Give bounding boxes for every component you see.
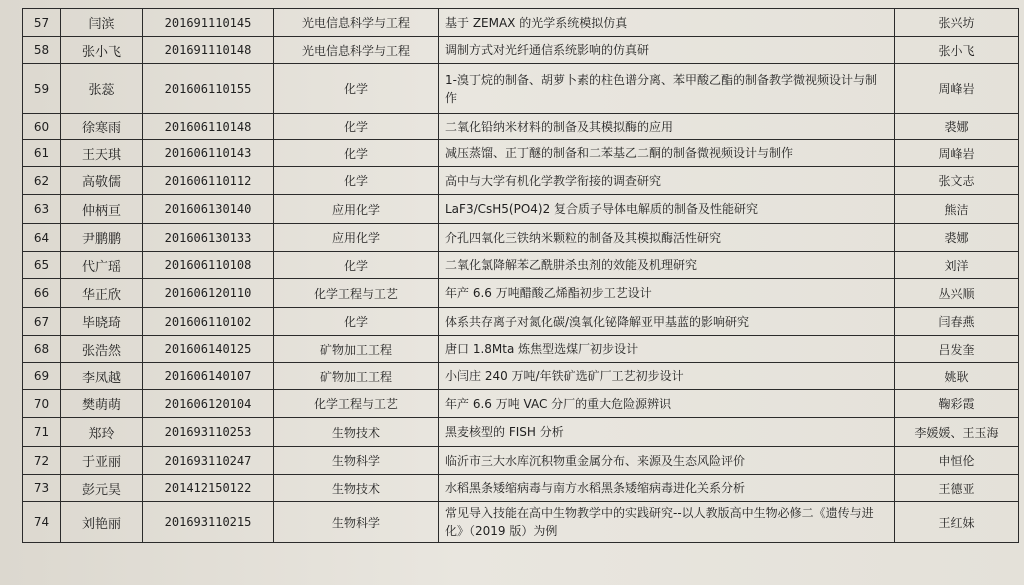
table-row — [23, 279, 1019, 308]
advisor-name: 周峰岩 — [895, 64, 1019, 114]
row-number: 63 — [23, 195, 61, 224]
major: 应用化学 — [274, 224, 439, 252]
student-name: 于亚丽 — [61, 447, 143, 475]
student-name: 樊萌萌 — [61, 390, 143, 418]
student-name: 闫滨 — [61, 9, 143, 37]
student-name: 刘艳丽 — [61, 502, 143, 543]
student-id: 201693110253 — [143, 418, 274, 447]
advisor-name: 周峰岩 — [895, 140, 1019, 167]
major: 化学 — [274, 167, 439, 195]
student-name: 尹鹏鹏 — [61, 224, 143, 252]
student-name: 华正欣 — [61, 279, 143, 308]
student-id: 201606130133 — [143, 224, 274, 252]
row-number: 61 — [23, 140, 61, 167]
thesis-title: LaF3/CsH5(PO4)2 复合质子导体电解质的制备及性能研究 — [439, 195, 895, 224]
thesis-title: 体系共存离子对氮化碳/溴氧化铋降解亚甲基蓝的影响研究 — [439, 308, 895, 336]
major: 化学工程与工艺 — [274, 279, 439, 308]
advisor-name: 姚耿 — [895, 363, 1019, 390]
table-row — [23, 308, 1019, 336]
student-id: 201606110108 — [143, 252, 274, 279]
student-id: 201693110215 — [143, 502, 274, 543]
student-id: 201606140125 — [143, 336, 274, 363]
thesis-title: 调制方式对光纤通信系统影响的仿真研 — [439, 37, 895, 64]
student-id: 201693110247 — [143, 447, 274, 475]
thesis-title: 水稻黑条矮缩病毒与南方水稻黑条矮缩病毒进化关系分析 — [439, 475, 895, 502]
table-row — [23, 114, 1019, 140]
student-id: 201606110155 — [143, 64, 274, 114]
thesis-list-table — [22, 8, 1019, 543]
advisor-name: 申恒伦 — [895, 447, 1019, 475]
student-name: 郑玲 — [61, 418, 143, 447]
student-name: 王天琪 — [61, 140, 143, 167]
table-row — [23, 37, 1019, 64]
thesis-title: 介孔四氧化三铁纳米颗粒的制备及其模拟酶活性研究 — [439, 224, 895, 252]
row-number: 74 — [23, 502, 61, 543]
advisor-name: 丛兴顺 — [895, 279, 1019, 308]
table-row — [23, 64, 1019, 114]
advisor-name: 裘娜 — [895, 224, 1019, 252]
major: 光电信息科学与工程 — [274, 37, 439, 64]
student-id: 201606120104 — [143, 390, 274, 418]
major: 化学 — [274, 252, 439, 279]
row-number: 73 — [23, 475, 61, 502]
thesis-title: 黑麦核型的 FISH 分析 — [439, 418, 895, 447]
major: 化学 — [274, 308, 439, 336]
thesis-title: 临沂市三大水库沉积物重金属分布、来源及生态风险评价 — [439, 447, 895, 475]
student-id: 201412150122 — [143, 475, 274, 502]
advisor-name: 刘洋 — [895, 252, 1019, 279]
table-row — [23, 475, 1019, 502]
thesis-title: 减压蒸馏、正丁醚的制备和二苯基乙二酮的制备微视频设计与制作 — [439, 140, 895, 167]
major: 生物技术 — [274, 475, 439, 502]
major: 化学工程与工艺 — [274, 390, 439, 418]
thesis-title: 唐口 1.8Mta 炼焦型选煤厂初步设计 — [439, 336, 895, 363]
row-number: 71 — [23, 418, 61, 447]
advisor-name: 裘娜 — [895, 114, 1019, 140]
student-name: 毕晓琦 — [61, 308, 143, 336]
student-name: 李凤越 — [61, 363, 143, 390]
table-row — [23, 9, 1019, 37]
major: 生物科学 — [274, 502, 439, 543]
table-body — [23, 9, 1019, 543]
thesis-title: 常见导入技能在高中生物教学中的实践研究--以人教版高中生物必修二《遗传与进化》（2019 版）为例 — [439, 502, 895, 543]
major: 化学 — [274, 64, 439, 114]
student-name: 彭元昊 — [61, 475, 143, 502]
major: 应用化学 — [274, 195, 439, 224]
table-row — [23, 336, 1019, 363]
advisor-name: 张文志 — [895, 167, 1019, 195]
student-id: 201606110148 — [143, 114, 274, 140]
table-row — [23, 502, 1019, 543]
advisor-name: 闫春燕 — [895, 308, 1019, 336]
table-row — [23, 447, 1019, 475]
row-number: 57 — [23, 9, 61, 37]
advisor-name: 熊洁 — [895, 195, 1019, 224]
thesis-title: 二氧化铅纳米材料的制备及其模拟酶的应用 — [439, 114, 895, 140]
student-name: 张蕊 — [61, 64, 143, 114]
student-name: 张小飞 — [61, 37, 143, 64]
major: 化学 — [274, 140, 439, 167]
advisor-name: 吕发奎 — [895, 336, 1019, 363]
row-number: 70 — [23, 390, 61, 418]
student-name: 代广瑶 — [61, 252, 143, 279]
student-id: 201691110148 — [143, 37, 274, 64]
thesis-title: 高中与大学有机化学教学衔接的调查研究 — [439, 167, 895, 195]
student-id: 201606120110 — [143, 279, 274, 308]
advisor-name: 张小飞 — [895, 37, 1019, 64]
major: 矿物加工工程 — [274, 336, 439, 363]
student-id: 201606130140 — [143, 195, 274, 224]
row-number: 58 — [23, 37, 61, 64]
advisor-name: 李媛媛、王玉海 — [895, 418, 1019, 447]
thesis-title: 基于 ZEMAX 的光学系统模拟仿真 — [439, 9, 895, 37]
student-name: 仲柄亘 — [61, 195, 143, 224]
major: 光电信息科学与工程 — [274, 9, 439, 37]
advisor-name: 王红妹 — [895, 502, 1019, 543]
table-row — [23, 140, 1019, 167]
row-number: 65 — [23, 252, 61, 279]
student-id: 201606140107 — [143, 363, 274, 390]
table-row — [23, 390, 1019, 418]
major: 化学 — [274, 114, 439, 140]
student-id: 201606110102 — [143, 308, 274, 336]
row-number: 72 — [23, 447, 61, 475]
student-id: 201606110143 — [143, 140, 274, 167]
thesis-title: 1-溴丁烷的制备、胡萝卜素的柱色谱分离、苯甲酸乙酯的制备教学微视频设计与制作 — [439, 64, 895, 114]
student-id: 201691110145 — [143, 9, 274, 37]
row-number: 62 — [23, 167, 61, 195]
student-name: 徐寒雨 — [61, 114, 143, 140]
student-name: 张浩然 — [61, 336, 143, 363]
student-name: 高敬儒 — [61, 167, 143, 195]
row-number: 67 — [23, 308, 61, 336]
thesis-title: 小闫庄 240 万吨/年铁矿选矿厂工艺初步设计 — [439, 363, 895, 390]
student-id: 201606110112 — [143, 167, 274, 195]
advisor-name: 鞠彩霞 — [895, 390, 1019, 418]
row-number: 59 — [23, 64, 61, 114]
row-number: 69 — [23, 363, 61, 390]
advisor-name: 张兴坊 — [895, 9, 1019, 37]
table-row — [23, 167, 1019, 195]
row-number: 68 — [23, 336, 61, 363]
major: 生物技术 — [274, 418, 439, 447]
table-row — [23, 252, 1019, 279]
thesis-title: 年产 6.6 万吨 VAC 分厂的重大危险源辨识 — [439, 390, 895, 418]
table-row — [23, 418, 1019, 447]
advisor-name: 王德亚 — [895, 475, 1019, 502]
row-number: 64 — [23, 224, 61, 252]
table-row — [23, 224, 1019, 252]
row-number: 66 — [23, 279, 61, 308]
major: 生物科学 — [274, 447, 439, 475]
thesis-title: 二氧化氯降解苯乙酰肼杀虫剂的效能及机理研究 — [439, 252, 895, 279]
table-row — [23, 363, 1019, 390]
thesis-title: 年产 6.6 万吨醋酸乙烯酯初步工艺设计 — [439, 279, 895, 308]
major: 矿物加工工程 — [274, 363, 439, 390]
row-number: 60 — [23, 114, 61, 140]
table-row — [23, 195, 1019, 224]
